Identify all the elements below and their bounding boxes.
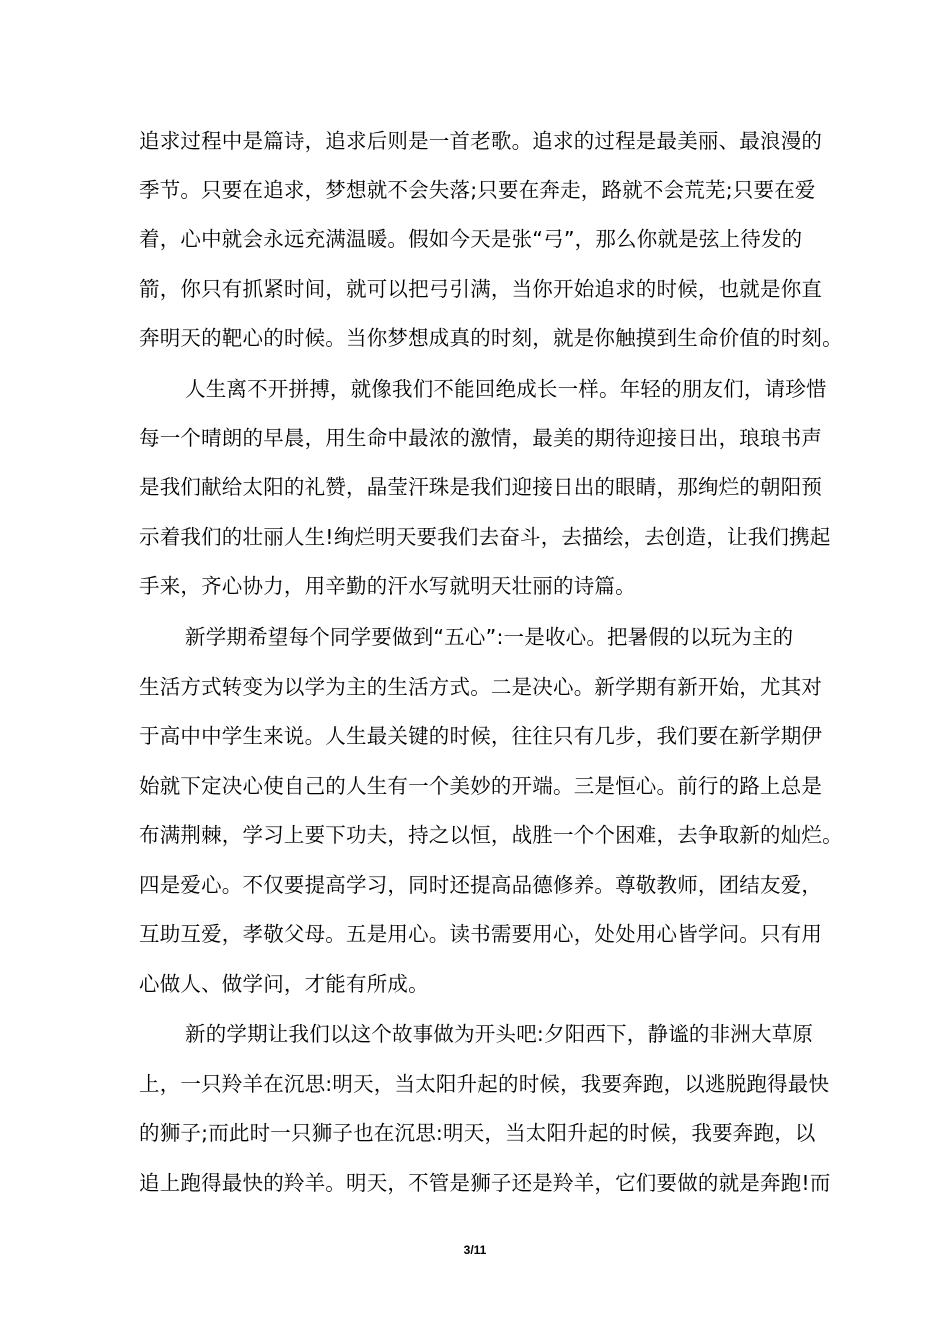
text-line: 是我们献给太阳的礼赞，晶莹汗珠是我们迎接日出的眼睛，那绚烂的朝阳预	[139, 475, 823, 499]
text-line: 追上跑得最快的羚羊。明天，不管是狮子还是羚羊，它们要做的就是奔跑!而	[139, 1171, 831, 1195]
text-line: 着，心中就会永远充满温暖。假如今天是张“弓”，那么你就是弦上待发的	[139, 227, 803, 251]
text-line: 互助互爱，孝敬父母。五是用心。读书需要用心，处处用心皆学问。只有用	[139, 922, 823, 946]
text-line: 示着我们的壮丽人生!绚烂明天要我们去奋斗，去描绘，去创造，让我们携起	[139, 525, 831, 549]
text-line: 的狮子;而此时一只狮子也在沉思:明天，当太阳升起的时候，我要奔跑，以	[139, 1121, 816, 1145]
page-number: 3/11	[463, 1243, 487, 1257]
text-line: 手来，齐心协力，用辛勤的汗水写就明天壮丽的诗篇。	[139, 574, 636, 598]
text-line: 布满荆棘，学习上要下功夫，持之以恒，战胜一个个困难，去争取新的灿烂。	[139, 823, 843, 847]
text-line: 生活方式转变为以学为主的生活方式。二是决心。新学期有新开始，尤其对	[139, 675, 823, 699]
text-line: 每一个晴朗的早晨，用生命中最浓的激情，最美的期待迎接日出，琅琅书声	[139, 426, 823, 450]
text-line: 奔明天的靶心的时候。当你梦想成真的时刻，就是你触摸到生命价值的时刻。	[139, 326, 843, 350]
text-line: 上，一只羚羊在沉思:明天，当太阳升起的时候，我要奔跑，以逃脱跑得最快	[139, 1072, 830, 1096]
text-line: 四是爱心。不仅要提高学习，同时还提高品德修养。尊敬教师，团结友爱，	[139, 873, 823, 897]
text-line: 季节。只要在追求，梦想就不会失落;只要在奔走，路就不会荒芜;只要在爱	[139, 178, 816, 202]
text-line: 于高中中学生来说。人生最关键的时候，往往只有几步，我们要在新学期伊	[139, 724, 823, 748]
text-line: 始就下定决心使自己的人生有一个美妙的开端。三是恒心。前行的路上总是	[139, 774, 823, 798]
paragraph-first-line: 新的学期让我们以这个故事做为开头吧:夕阳西下，静谧的非洲大草原	[185, 1022, 814, 1046]
text-line: 箭，你只有抓紧时间，就可以把弓引满，当你开始追求的时候，也就是你直	[139, 277, 823, 301]
text-line: 心做人、做学问，才能有所成。	[139, 972, 429, 996]
paragraph-first-line: 人生离不开拼搏，就像我们不能回绝成长一样。年轻的朋友们，请珍惜	[185, 377, 827, 401]
text-line: 追求过程中是篇诗，追求后则是一首老歌。追求的过程是最美丽、最浪漫的	[139, 129, 823, 153]
paragraph-first-line: 新学期希望每个同学要做到“五心”:一是收心。把暑假的以玩为主的	[185, 625, 794, 649]
